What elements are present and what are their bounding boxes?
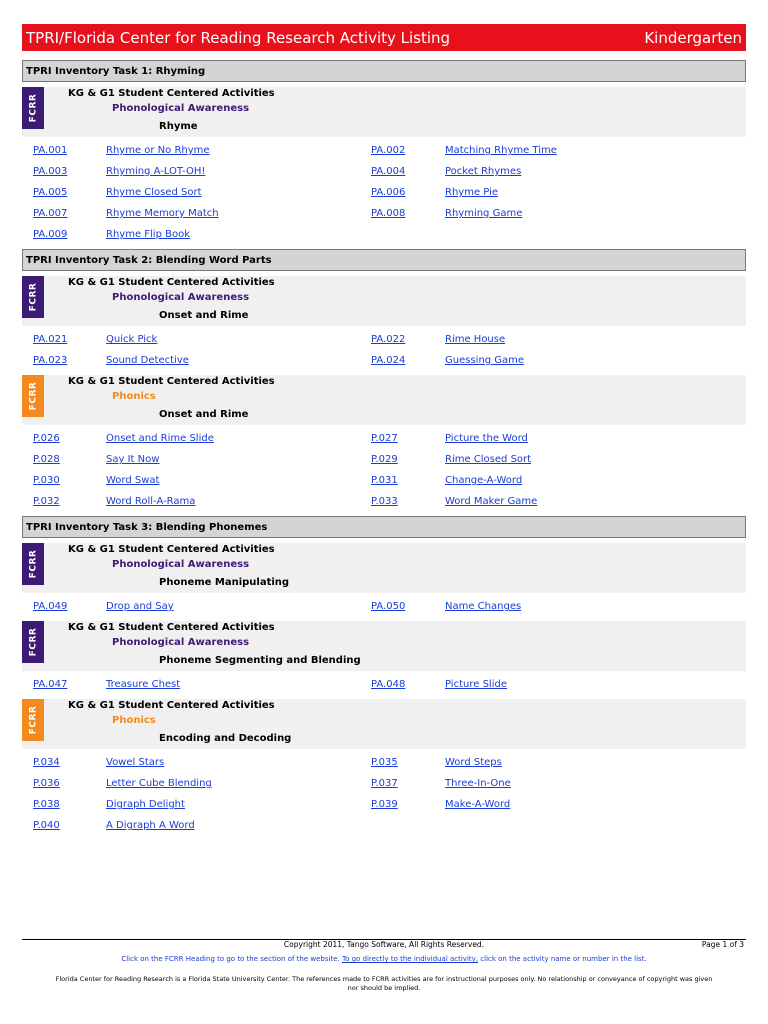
activity-name-link[interactable]: Guessing Game [445,355,525,366]
activity-name-link[interactable]: Matching Rhyme Time [445,145,557,156]
activity-name-link[interactable]: Word Maker Game [445,496,538,507]
activity-row [22,493,746,514]
group-subcategory: Onset and Rime [159,310,249,321]
activity-row [22,205,746,226]
footer-instruction-link[interactable]: To go directly to the individual activity, [341,955,479,963]
activity-name-link[interactable]: Say It Now [106,454,160,465]
fcrr-label: FCRR [28,93,38,123]
activity-name-link[interactable]: Change-A-Word [445,475,523,486]
task-heading: TPRI Inventory Task 2: Blending Word Parts [22,249,746,271]
activity-name-link[interactable]: Word Steps [445,757,502,768]
activity-code-link[interactable]: PA.002 [371,145,406,156]
activity-row [22,352,746,373]
activity-code-link[interactable]: PA.006 [371,187,406,198]
group-category: Phonological Awareness [112,559,250,570]
activity-name-link[interactable]: Rhyme Closed Sort [106,187,202,198]
group-title: KG & G1 Student Centered Activities [68,88,275,99]
activity-name-link[interactable]: Letter Cube Blending [106,778,212,789]
group-title: KG & G1 Student Centered Activities [68,376,275,387]
activity-code-link[interactable]: P.037 [371,778,398,789]
activity-name-link[interactable]: Digraph Delight [106,799,185,810]
activity-name-link[interactable]: Word Swat [106,475,160,486]
task-heading: TPRI Inventory Task 3: Blending Phonemes [22,516,746,538]
activity-code-link[interactable]: P.026 [33,433,60,444]
group-category: Phonological Awareness [112,103,250,114]
activity-name-link[interactable]: Sound Detective [106,355,189,366]
activity-row [22,754,746,775]
fcrr-tab[interactable] [22,87,44,129]
activity-code-link[interactable]: PA.022 [371,334,406,345]
activity-code-link[interactable]: PA.001 [33,145,68,156]
footer-disclaimer: Florida Center for Reading Research is a Florida State University Center. The references made to FCRR activities are for instructional purposes only. No relationship or conveyance of copyright was given nor should be implied. [55,975,713,992]
activity-name-link[interactable]: Rhyme or No Rhyme [106,145,210,156]
activity-code-link[interactable]: PA.021 [33,334,68,345]
activity-name-link[interactable]: Rhyme Pie [445,187,499,198]
activity-code-link[interactable]: P.040 [33,820,60,831]
fcrr-tab[interactable] [22,699,44,741]
activity-row [22,184,746,205]
group-category: Phonological Awareness [112,292,250,303]
activity-name-link[interactable]: Rhyme Flip Book [106,229,190,240]
group-category: Phonological Awareness [112,637,250,648]
group-title: KG & G1 Student Centered Activities [68,622,275,633]
activity-row [22,775,746,796]
group-subcategory: Rhyme [159,121,198,132]
activity-name-link[interactable]: A Digraph A Word [106,820,195,831]
group-subcategory: Encoding and Decoding [159,733,292,744]
activity-group-heading[interactable] [22,699,746,749]
activity-group-heading[interactable] [22,276,746,326]
footer-instruction-part1: Click on the FCRR Heading to go to the section of the website. [121,955,340,963]
activity-code-link[interactable]: PA.048 [371,679,406,690]
activity-group-heading[interactable] [22,375,746,425]
activity-row [22,451,746,472]
activity-name-link[interactable]: Make-A-Word [445,799,511,810]
activity-code-link[interactable]: PA.004 [371,166,406,177]
group-title: KG & G1 Student Centered Activities [68,544,275,555]
activity-code-link[interactable]: PA.008 [371,208,406,219]
activity-row [22,142,746,163]
group-title: KG & G1 Student Centered Activities [68,700,275,711]
activity-row [22,796,746,817]
fcrr-tab[interactable] [22,621,44,663]
fcrr-label: FCRR [28,282,38,312]
group-category: Phonics [112,391,156,402]
fcrr-label: FCRR [28,381,38,411]
activity-name-link[interactable]: Picture Slide [445,679,507,690]
activity-row [22,331,746,352]
activity-name-link[interactable]: Rhyming A-LOT-OH! [106,166,206,177]
footer-instruction-part2: click on the activity name or number in the list. [480,955,647,963]
activity-row [22,817,746,838]
activity-name-link[interactable]: Onset and Rime Slide [106,433,214,444]
group-subcategory: Phoneme Segmenting and Blending [159,655,361,666]
footer-instructions [0,955,768,963]
task-heading: TPRI Inventory Task 1: Rhyming [22,60,746,82]
grade-label: Kindergarten [644,28,742,47]
activity-listing [22,58,746,838]
activity-name-link[interactable]: Picture the Word [445,433,528,444]
activity-name-link[interactable]: Name Changes [445,601,522,612]
activity-code-link[interactable]: PA.023 [33,355,68,366]
activity-code-link[interactable]: P.029 [371,454,398,465]
activity-row [22,430,746,451]
activity-code-link[interactable]: P.036 [33,778,60,789]
activity-code-link[interactable]: P.027 [371,433,398,444]
activity-code-link[interactable]: P.032 [33,496,60,507]
page-title: TPRI/Florida Center for Reading Research Activity Listing [26,28,451,47]
activity-code-link[interactable]: PA.003 [33,166,68,177]
activity-code-link[interactable]: P.033 [371,496,398,507]
activity-name-link[interactable]: Rime Closed Sort [445,454,532,465]
activity-name-link[interactable]: Rime House [445,334,506,345]
copyright-text: Copyright 2011, Tango Software, All Rights Reserved. [283,940,485,949]
activity-row [22,472,746,493]
page-header [22,24,746,51]
activity-name-link[interactable]: Pocket Rhymes [445,166,522,177]
activity-code-link[interactable]: P.028 [33,454,60,465]
activity-code-link[interactable]: PA.047 [33,679,68,690]
page-number: Page 1 of 3 [701,940,744,949]
activity-name-link[interactable]: Rhyming Game [445,208,523,219]
activity-name-link[interactable]: Word Roll-A-Rama [106,496,196,507]
activity-name-link[interactable]: Treasure Chest [106,679,181,690]
activity-row [22,598,746,619]
fcrr-label: FCRR [28,627,38,657]
activity-code-link[interactable]: PA.005 [33,187,68,198]
activity-code-link[interactable]: PA.050 [371,601,406,612]
activity-group-heading[interactable] [22,543,746,593]
fcrr-tab[interactable] [22,375,44,417]
activity-code-link[interactable]: PA.049 [33,601,68,612]
activity-name-link[interactable]: Drop and Say [106,601,174,612]
activity-code-link[interactable]: PA.009 [33,229,68,240]
activity-group-heading[interactable] [22,87,746,137]
fcrr-label: FCRR [28,705,38,735]
activity-code-link[interactable]: PA.007 [33,208,68,219]
activity-row [22,676,746,697]
activity-row [22,163,746,184]
activity-group-heading[interactable] [22,621,746,671]
fcrr-label: FCRR [28,549,38,579]
fcrr-tab[interactable] [22,276,44,318]
activity-name-link[interactable]: Rhyme Memory Match [106,208,219,219]
activity-code-link[interactable]: P.031 [371,475,398,486]
activity-code-link[interactable]: P.035 [371,757,398,768]
activity-code-link[interactable]: PA.024 [371,355,406,366]
activity-code-link[interactable]: P.039 [371,799,398,810]
activity-code-link[interactable]: P.034 [33,757,60,768]
activity-name-link[interactable]: Vowel Stars [106,757,165,768]
activity-code-link[interactable]: P.038 [33,799,60,810]
group-title: KG & G1 Student Centered Activities [68,277,275,288]
activity-name-link[interactable]: Quick Pick [106,334,158,345]
activity-row [22,226,746,247]
group-subcategory: Onset and Rime [159,409,249,420]
group-subcategory: Phoneme Manipulating [159,577,290,588]
group-category: Phonics [112,715,156,726]
activity-code-link[interactable]: P.030 [33,475,60,486]
activity-name-link[interactable]: Three-In-One [445,778,511,789]
fcrr-tab[interactable] [22,543,44,585]
